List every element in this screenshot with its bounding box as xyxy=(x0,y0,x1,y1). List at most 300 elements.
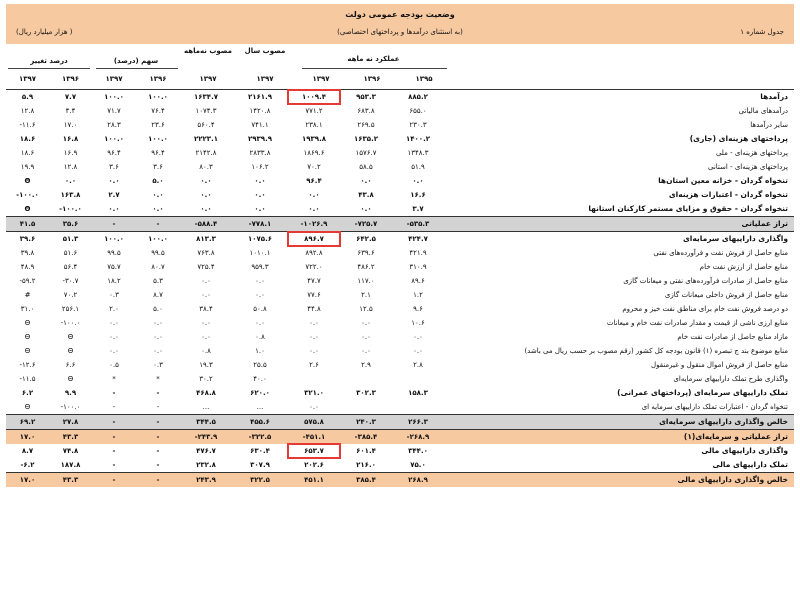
table-cell: ۲۲۲۳.۱ xyxy=(193,135,219,143)
table-cell: ۰.۰ xyxy=(309,319,319,327)
table-row xyxy=(6,160,794,174)
table-cell: ۰.۰ xyxy=(201,333,211,341)
table-cell: -۳۰.۷ xyxy=(62,277,79,285)
table-cell: ۰.۰ xyxy=(153,319,163,327)
row-label: منابع حاصل از فروش اموال منقول و غیرمنقول xyxy=(651,361,788,369)
table-cell: - xyxy=(112,389,116,397)
row-label: خالص واگذاری داراییهای سرمایه‌ای xyxy=(444,415,794,430)
table-cell: -۱۰۰.۰ xyxy=(60,403,81,411)
row-label: پرداختهای هزینه‌ای - ملی xyxy=(715,149,788,157)
year-1397-approved: ۱۳۹۷ xyxy=(256,75,274,83)
table-cell: ۵.۹ xyxy=(21,93,34,101)
year-1397-pct: ۱۳۹۷ xyxy=(18,75,37,83)
table-row xyxy=(6,430,794,445)
table-cell: ۱۰۱۰.۱ xyxy=(249,249,271,257)
table-cell: ۴۴.۸ xyxy=(307,305,321,313)
table-cell: - xyxy=(156,389,160,397)
table-cell: -۶.۲ xyxy=(20,461,35,469)
table-cell: -۱۱.۶ xyxy=(19,121,36,129)
table-cell: - xyxy=(156,447,160,455)
table-cell: ۰.۰ xyxy=(109,319,119,327)
table-cell: -۱۰۲۶.۹ xyxy=(288,217,340,232)
table-row xyxy=(6,302,794,316)
approved-year-header: مصوب سال xyxy=(244,47,286,55)
table-cell: ۰.۰ xyxy=(108,177,120,185)
table-cell: ۲۱۶۱.۹ xyxy=(247,93,273,101)
table-cell: Θ xyxy=(24,205,31,213)
table-cell: ۲۵.۵ xyxy=(253,361,267,369)
table-cell: ۷۷۱.۲ xyxy=(305,107,323,115)
table-cell: ۲.۹ xyxy=(361,361,371,369)
table-cell: ۱۶.۸ xyxy=(62,135,79,143)
table-cell: ۵.۳ xyxy=(153,277,163,285)
row-label: مازاد منابع حاصل از صادرات نفت خام xyxy=(677,333,788,341)
table-cell: ۱۰۰.۰ xyxy=(148,135,168,143)
table-row xyxy=(6,372,794,386)
table-cell: - xyxy=(112,403,116,411)
table-cell: -۱۰۰.۰ xyxy=(60,319,81,327)
table-cell: - xyxy=(92,415,136,430)
table-cell: ۱۴۲۰.۸ xyxy=(249,107,271,115)
table-cell: ۱۳۴۸.۳ xyxy=(407,149,429,157)
row-label: پرداختهای هزینه‌ای - استانی xyxy=(708,163,788,171)
table-cell: ۲۳۸.۱ xyxy=(305,121,323,129)
table-cell: Θ xyxy=(24,333,31,341)
table-cell: ۲۰۲.۶ xyxy=(304,461,324,469)
table-cell: ۳.۷ xyxy=(412,205,424,213)
table-cell: - xyxy=(92,430,136,445)
table-cell: ۱.۲ xyxy=(413,291,423,299)
table-cell: ۳۵.۶ xyxy=(49,217,92,232)
table-cell: ۳۰.۲ xyxy=(199,375,213,383)
table-cell: -۵۹.۲ xyxy=(19,277,36,285)
unit-label: (هزار میلیارد ریال ) xyxy=(16,28,73,36)
row-label: خالص واگذاری داراییهای مالی xyxy=(444,473,794,488)
table-row xyxy=(6,444,794,458)
table-cell: ۳۴۴.۰ xyxy=(408,447,428,455)
table-cell: ۳۸۵.۴ xyxy=(340,473,392,488)
budget-table xyxy=(6,90,794,487)
share-header: سهم (درصد) xyxy=(113,57,159,65)
table-cell: ۴.۴ xyxy=(65,107,76,115)
table-cell: ۰.۰ xyxy=(201,319,211,327)
table-row xyxy=(6,188,794,202)
table-cell: ۰.۰ xyxy=(254,205,266,213)
table-cell: ۹۶.۴ xyxy=(151,149,165,157)
pct-change-header: درصد تغییر xyxy=(30,57,68,65)
table-cell: ۱۴۰۰.۲ xyxy=(405,135,431,143)
table-cell: * xyxy=(112,375,116,383)
table-cell: ۴۵۵.۶ xyxy=(232,415,288,430)
table-cell: ۱۸۶۹.۶ xyxy=(303,149,325,157)
table-cell: ۸۰.۷ xyxy=(151,263,165,271)
table-cell: ۵۱.۳ xyxy=(49,232,92,247)
table-cell: ۰.۵ xyxy=(109,361,119,369)
table-cell: ۱۶۳۴.۷ xyxy=(193,93,219,101)
table-cell: ۱۲.۵ xyxy=(359,305,373,313)
table-cell: ۱۵۷۶.۷ xyxy=(355,149,377,157)
table-header-band xyxy=(6,4,794,44)
table-cell: ۲۷.۸ xyxy=(49,415,92,430)
year-1396-perf: ۱۳۹۶ xyxy=(363,75,381,83)
table-cell: ۰.۰ xyxy=(153,347,163,355)
table-cell: ۱۵۸.۳ xyxy=(408,389,428,397)
table-cell: ۰.۰ xyxy=(361,333,371,341)
table-cell: ۶۵۵.۰ xyxy=(409,107,427,115)
table-row xyxy=(6,344,794,358)
table-cell: ۱۶.۶ xyxy=(410,191,426,199)
table-cell: - xyxy=(156,461,160,469)
table-cell: -۵۸۸.۴ xyxy=(180,217,232,232)
table-cell: ۲۳۲.۸ xyxy=(196,461,216,469)
table-cell: ۶۳۰.۴ xyxy=(250,447,270,455)
year-1396-pct: ۱۳۹۶ xyxy=(61,75,80,83)
table-cell: ۴۸۶.۲ xyxy=(357,263,375,271)
table-cell: ۲۴۳.۹ xyxy=(180,473,232,488)
table-cell: ۰.۰ xyxy=(152,205,164,213)
row-label: تراز عملیاتی و سرمایه‌ای(۱) xyxy=(444,430,794,445)
table-cell: ... xyxy=(256,403,264,411)
table-cell: ۰.۰ xyxy=(361,319,371,327)
table-cell: ۸.۷ xyxy=(21,447,34,455)
table-cell xyxy=(288,372,340,386)
table-cell: ۱۶۳.۸ xyxy=(60,191,81,199)
table-cell: ۰.۰ xyxy=(200,177,212,185)
row-label: واگذاری داراییهای مالی xyxy=(701,446,788,455)
table-cell: ۳۲۱.۰ xyxy=(304,389,324,397)
approved-9m-header: مصوب نه‌ماهه xyxy=(183,47,233,55)
table-cell: - xyxy=(156,403,160,411)
table-cell: ۱۸.۲ xyxy=(107,277,121,285)
table-row xyxy=(6,90,794,104)
table-cell: ۱۸.۶ xyxy=(20,149,35,157)
table-cell: Θ xyxy=(24,319,31,327)
table-cell: ۶۹.۲ xyxy=(6,415,49,430)
table-cell: ۵۶۰.۴ xyxy=(197,121,215,129)
table-row xyxy=(6,146,794,160)
table-cell: ۶.۲ xyxy=(21,389,34,397)
table-cell: ۰.۰ xyxy=(153,333,163,341)
table-cell: ۹۵۳.۳ xyxy=(356,93,376,101)
table-cell: Θ xyxy=(67,347,74,355)
year-1397-approved-9m: ۱۳۹۷ xyxy=(199,75,217,83)
table-cell: ۹۹.۵ xyxy=(151,249,165,257)
table-row xyxy=(6,217,794,232)
table-row xyxy=(6,260,794,274)
table-cell: ۵.۰ xyxy=(153,305,163,313)
table-cell: ۷.۷ xyxy=(64,93,77,101)
table-cell: ۰.۰ xyxy=(152,191,164,199)
table-row xyxy=(6,458,794,473)
table-cell: ۱۸۷.۸ xyxy=(60,461,81,469)
table-cell: ۸۱۳.۳ xyxy=(180,232,232,247)
table-cell: ۱۰۷۴.۳ xyxy=(195,107,217,115)
table-cell: ۷۴۱.۱ xyxy=(251,121,269,129)
table-cell: ۴۶۸.۸ xyxy=(196,389,216,397)
table-cell: Θ xyxy=(67,333,74,341)
row-label: واگذاری طرح تملک داراییهای سرمایه‌ای xyxy=(673,375,788,383)
table-cell: ۴۲۱.۹ xyxy=(409,249,427,257)
table-cell: ۴۲۴.۷ xyxy=(392,232,444,247)
table-cell: ۰.۰ xyxy=(255,291,265,299)
table-cell: ۹۶.۴ xyxy=(306,177,322,185)
table-cell: ۲۹۳۹.۹ xyxy=(247,135,273,143)
table-cell: ۲۳.۶ xyxy=(151,121,165,129)
table-cell: -۳۸۵.۴ xyxy=(340,430,392,445)
table-row xyxy=(6,202,794,217)
row-label: پرداختهای هزینه‌ای (جاری) xyxy=(689,134,788,143)
table-cell: ۱۰۰.۰ xyxy=(104,93,124,101)
table-cell: ۱۹.۹ xyxy=(20,163,35,171)
table-row xyxy=(6,473,794,488)
table-cell: ۶۵۳.۷ xyxy=(288,444,340,458)
table-cell: ۲.۶ xyxy=(309,361,319,369)
table-cell: - xyxy=(112,461,116,469)
table-cell: ۱۷.۰ xyxy=(6,430,49,445)
table-cell: - xyxy=(136,473,180,488)
table-cell: ۱۲.۸ xyxy=(63,163,78,171)
table-cell: ۶۸۳.۸ xyxy=(357,107,375,115)
table-cell: ۱.۰ xyxy=(255,347,265,355)
table-cell: ۱۰۶.۲ xyxy=(251,163,269,171)
table-cell: ۸۹۲.۸ xyxy=(305,249,323,257)
table-cell: ۲۶۹.۵ xyxy=(357,121,375,129)
table-cell: ۲۱۶.۰ xyxy=(356,461,376,469)
table-cell: ۰.۰ xyxy=(413,347,423,355)
table-row xyxy=(6,415,794,430)
table-cell: ۰.۰ xyxy=(360,177,372,185)
table-cell: Θ xyxy=(67,375,74,383)
table-cell: ۵۶.۴ xyxy=(63,263,78,271)
row-label: منابع موضوع بند ج تبصره (۱) قانون بودجه کل کشور (رقم مصوب بر حسب ریال می باشد) xyxy=(524,347,788,355)
table-row xyxy=(6,246,794,260)
table-cell: ۴۱.۵ xyxy=(6,217,49,232)
table-cell xyxy=(340,400,392,415)
table-cell: ۰.۰ xyxy=(309,347,319,355)
row-label: تملک داراییهای مالی xyxy=(712,460,788,469)
table-cell: - xyxy=(136,217,180,232)
table-cell: ۰.۰ xyxy=(255,319,265,327)
performance-header: عملکرد نه ماهه xyxy=(347,55,400,63)
table-cell: ۴۷۶.۷ xyxy=(196,447,216,455)
table-cell: ۱۰۰.۰ xyxy=(136,232,180,247)
table-cell: ۵.۰ xyxy=(152,177,164,185)
table-cell: ۱۷.۰ xyxy=(6,473,49,488)
table-cell: ۰.۸ xyxy=(255,333,265,341)
table-cell: ۷۵.۷ xyxy=(107,263,121,271)
table-cell: ۸۹.۶ xyxy=(411,277,425,285)
table-row xyxy=(6,232,794,247)
table-cell: ۷۲۵.۴ xyxy=(197,263,215,271)
table-cell: -۵۳۵.۳ xyxy=(392,217,444,232)
table-cell: ۴۳.۸ xyxy=(358,191,374,199)
table-cell: -۷۲۵.۷ xyxy=(340,217,392,232)
table-cell: ۵۷۵.۸ xyxy=(288,415,340,430)
table-cell: ۰.۰ xyxy=(309,333,319,341)
year-1397-share: ۱۳۹۷ xyxy=(105,75,123,83)
table-cell: ۹۵۹.۳ xyxy=(251,263,269,271)
table-cell: ۰.۰ xyxy=(412,177,424,185)
row-label: تنخواه گردان - اعتبارات تملک داراییهای سرمایه ای xyxy=(641,403,788,411)
table-cell: ۴۳.۳ xyxy=(49,430,92,445)
table-cell: ۰.۳ xyxy=(153,361,163,369)
row-label: منابع حاصل از فروش نفت و فرآورده‌های نفتی xyxy=(653,249,788,257)
table-cell: # xyxy=(24,291,31,299)
table-cell: ۵۸.۵ xyxy=(359,163,373,171)
table-cell: ۰.۰ xyxy=(413,333,423,341)
table-cell: Θ xyxy=(24,177,31,185)
table-row xyxy=(6,104,794,118)
table-cell: * xyxy=(156,375,160,383)
table-cell: ۲۴۰.۳ xyxy=(340,415,392,430)
year-1395-perf: ۱۳۹۵ xyxy=(415,75,433,83)
row-label: دو درصد فروش نفت خام برای مناطق نفت خیز و محروم xyxy=(622,305,788,313)
table-cell: ۰.۰ xyxy=(201,291,211,299)
table-row xyxy=(6,118,794,132)
table-cell: ۳۰۷.۹ xyxy=(250,461,270,469)
table-cell: ۱۰۰.۰ xyxy=(148,93,168,101)
table-cell: ۹.۶ xyxy=(413,305,423,313)
row-label: تملک داراییهای سرمایه‌ای (پرداختهای عمرانی) xyxy=(617,388,788,397)
table-cell: ۷۱.۷ xyxy=(107,107,121,115)
row-label: تنخواه گردان - خزانه معین استان‌ها xyxy=(658,176,788,185)
table-cell: ۳.۶ xyxy=(109,163,119,171)
table-cell: ۳۱۰.۹ xyxy=(409,263,427,271)
row-label: منابع ارزی ناشی از قیمت و مقدار صادرات نفت خام و میعانات xyxy=(606,319,788,327)
table-cell: -۲۶۸.۹ xyxy=(392,430,444,445)
table-cell: ۸۰.۳ xyxy=(199,163,213,171)
table-cell: ۳۹.۸ xyxy=(20,249,35,257)
table-cell: -۱۰۰.۰ xyxy=(59,205,82,213)
table-row xyxy=(6,316,794,330)
table-row xyxy=(6,330,794,344)
table-cell: ۹.۹ xyxy=(64,389,77,397)
row-label: واگذاری داراییهای سرمایه‌ای xyxy=(444,232,794,247)
table-cell: ۶۲۰.۰ xyxy=(250,389,270,397)
column-headers xyxy=(6,44,794,90)
table-cell: ۱۰۰.۰ xyxy=(92,232,136,247)
table-cell: -۴۵۱.۱ xyxy=(288,430,340,445)
table-cell: ۲۸.۳ xyxy=(107,121,121,129)
table-cell: ۰.۰ xyxy=(254,177,266,185)
table-cell: ۸۹۶.۷ xyxy=(288,232,340,247)
table-cell: ۴۳.۳ xyxy=(49,473,92,488)
table-cell: ۱۰۰.۰ xyxy=(104,135,124,143)
table-cell: ۲.۷ xyxy=(108,191,120,199)
table-cell: ۱۹۳۹.۸ xyxy=(301,135,327,143)
table-cell: ۶۴۲.۵ xyxy=(340,232,392,247)
table-cell: ... xyxy=(202,403,210,411)
table-cell: ۱۰۷۵.۶ xyxy=(232,232,288,247)
table-cell: ۰.۰ xyxy=(200,205,212,213)
row-label: تنخواه گردان - اعتبارات هزینه‌ای xyxy=(668,190,788,199)
table-cell: - xyxy=(92,217,136,232)
table-title: وضعیت بودجه عمومی دولت xyxy=(345,10,455,19)
table-cell: ۳۰۲.۳ xyxy=(356,389,376,397)
table-cell: -۲۴۳.۹ xyxy=(180,430,232,445)
table-cell: ۵۱.۹ xyxy=(411,163,425,171)
table-cell: ۷۰.۲ xyxy=(307,163,321,171)
table-cell: ۲.۸ xyxy=(413,361,423,369)
table-cell: -۳۲۲.۵ xyxy=(232,430,288,445)
table-cell: ۳۲۲.۵ xyxy=(232,473,288,488)
table-cell: ۲۶۸.۹ xyxy=(392,473,444,488)
row-label: درآمدها xyxy=(760,92,788,101)
table-cell: ۲۸۳۳.۸ xyxy=(249,149,271,157)
table-cell: -۱۰۰.۰ xyxy=(16,191,39,199)
table-cell: ۲.۰ xyxy=(109,305,119,313)
table-cell: ۴۰.۰ xyxy=(253,375,267,383)
table-cell: ۰.۳ xyxy=(109,291,119,299)
table-cell: ۰.۰ xyxy=(64,177,77,185)
table-row xyxy=(6,132,794,146)
table-cell: ۷۴.۸ xyxy=(62,447,79,455)
table-cell: ۰.۰ xyxy=(360,205,372,213)
table-cell: ۶۳۹.۶ xyxy=(357,249,375,257)
table-number: جدول شماره ۱ xyxy=(740,28,784,36)
table-cell: ۰.۰ xyxy=(109,333,119,341)
table-cell: ۹۹.۵ xyxy=(107,249,121,257)
table-cell: - xyxy=(92,473,136,488)
table-row xyxy=(6,288,794,302)
table-cell: -۷۷۸.۱ xyxy=(232,217,288,232)
table-cell: ۰.۰ xyxy=(254,191,266,199)
table-cell xyxy=(392,400,444,415)
table-cell: ۸۸۵.۲ xyxy=(408,93,428,101)
table-cell: ۱۱۷.۰ xyxy=(357,277,375,285)
table-row xyxy=(6,400,794,415)
table-cell: ۰.۰ xyxy=(308,191,320,199)
table-cell: - xyxy=(136,430,180,445)
table-cell: ۷۶۳.۸ xyxy=(197,249,215,257)
table-cell: ۰.۰ xyxy=(108,205,120,213)
table-cell: - xyxy=(136,415,180,430)
table-cell: ۰.۰ xyxy=(200,191,212,199)
table-cell: ۳۸.۴ xyxy=(199,305,213,313)
row-label: منابع حاصل از صادرات فرآورده‌های نفتی و میعانات گازی xyxy=(623,277,788,285)
row-label: تنخواه گردان - حقوق و مزایای مستمر کارکنان استانها xyxy=(588,204,788,213)
table-cell: ۷۵.۰ xyxy=(410,461,426,469)
year-1396-share: ۱۳۹۶ xyxy=(149,75,167,83)
row-label: تراز عملیاتی xyxy=(444,217,794,232)
table-cell: ۵۰.۸ xyxy=(253,305,267,313)
row-label: درآمدهای مالیاتی xyxy=(738,107,788,115)
table-row xyxy=(6,358,794,372)
table-cell: ۳۱.۰ xyxy=(20,305,35,313)
table-cell: ۷۲۲.۰ xyxy=(305,263,323,271)
table-cell: ۱۸.۶ xyxy=(19,135,36,143)
table-cell: ۶۰۱.۴ xyxy=(356,447,376,455)
table-cell: ۳۹.۶ xyxy=(6,232,49,247)
table-cell: ۴۸.۹ xyxy=(20,263,35,271)
table-cell: ۲.۱ xyxy=(361,291,371,299)
table-cell xyxy=(340,372,392,386)
table-cell: ۱۲.۸ xyxy=(20,107,35,115)
year-1397-perf: ۱۳۹۷ xyxy=(312,75,330,83)
table-cell: ۹۶.۴ xyxy=(107,149,121,157)
table-cell: ۸.۷ xyxy=(153,291,163,299)
table-cell xyxy=(392,372,444,386)
table-cell: ۰.۰ xyxy=(361,347,371,355)
table-row xyxy=(6,386,794,400)
table-cell: ۷۰.۲ xyxy=(63,291,78,299)
table-cell: ۱۶.۹ xyxy=(63,149,78,157)
row-label: منابع حاصل از ارزش نفت خام xyxy=(699,263,788,271)
table-cell: ۴۵۱.۱ xyxy=(288,473,340,488)
table-cell: ۰.۰ xyxy=(201,277,211,285)
table-cell: ۵۱.۶ xyxy=(63,249,78,257)
table-cell: ۰.۰ xyxy=(308,205,320,213)
